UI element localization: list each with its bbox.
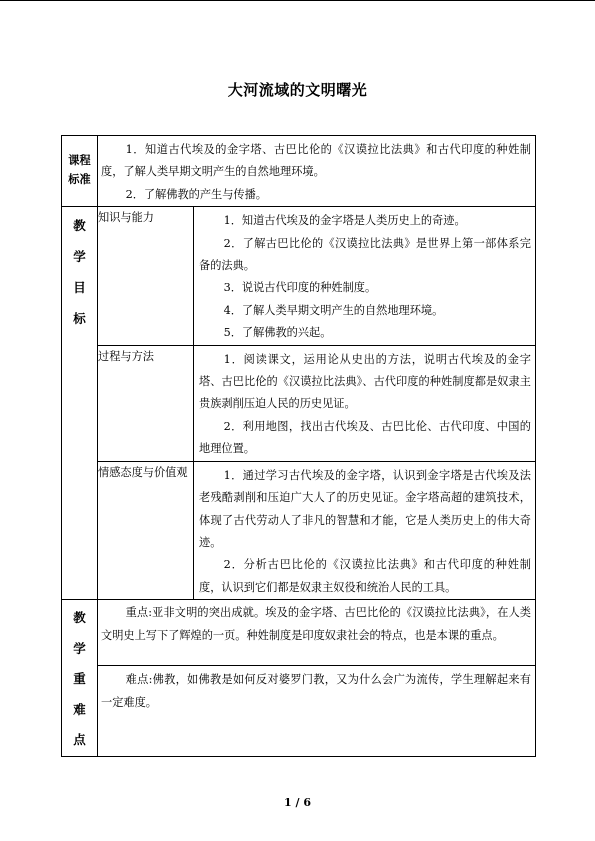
difficulty-content xyxy=(98,666,536,756)
difficulty-text: 难点:佛教，如佛教是如何反对婆罗门教，又为什么会广为流传，学生理解起来有一定难度。 xyxy=(101,673,531,709)
objective-item: 2．利用地图，找出古代埃及、古巴比伦、古代印度、中国的地理位置。 xyxy=(199,419,531,456)
curriculum-row xyxy=(62,136,536,207)
objective-item: 5．了解佛教的兴起。 xyxy=(223,326,332,340)
curriculum-item: 1．知道古代埃及的金字塔、古巴比伦的《汉谟拉比法典》和古代印度的种姓制度，了解人类早期文明产生的自然地理环境。 xyxy=(101,143,531,179)
key-point-row xyxy=(62,600,536,666)
difficulty-row xyxy=(62,666,536,756)
objective-item: 2．分析古巴比伦的《汉谟拉比法典》和古代印度的种姓制度，认识到它们都是奴隶主奴役和统治人民的工具。 xyxy=(199,558,531,594)
objective-section-name: 过程与方法 xyxy=(98,345,194,461)
curriculum-item: 2．了解佛教的产生与传播。 xyxy=(125,187,267,201)
objective-row-attitude xyxy=(62,461,536,599)
objective-row-knowledge xyxy=(62,207,536,345)
objective-section-content xyxy=(194,207,536,345)
document-title: 大河流域的文明曙光 xyxy=(227,81,368,99)
objective-item: 1．通过学习古代埃及的金字塔，认识到金字塔是古代埃及法老残酷剥削和压迫广大人了的历史见证。金字塔高超的建筑技术，体现了古代劳动人了非凡的智慧和才能，它是人类历史上的伟大奇迹。 xyxy=(199,468,531,549)
page-number: 1 / 6 xyxy=(284,796,311,809)
key-point-content xyxy=(98,600,536,666)
header-rule xyxy=(0,0,595,1)
objective-item: 2．了解古巴比伦的《汉谟拉比法典》是世界上第一部体系完备的法典。 xyxy=(199,236,531,273)
objective-section-content xyxy=(194,461,536,599)
objective-item: 3．说说古代印度的种姓制度。 xyxy=(223,281,377,295)
objective-item: 1．知道古代埃及的金字塔是人类历史上的奇迹。 xyxy=(223,214,466,228)
objective-item: 1．阅读课文，运用论从史出的方法，说明古代埃及的金字塔、古巴比伦的《汉谟拉比法典》、古代印度的种姓制度都是奴隶主贵族剥削压迫人民的历史见证。 xyxy=(199,352,531,411)
curriculum-content xyxy=(98,136,536,207)
objective-section-content xyxy=(194,345,536,461)
objective-item: 4．了解人类早期文明产生的自然地理环境。 xyxy=(223,303,444,317)
curriculum-label: 课程 标准 xyxy=(62,136,98,207)
objectives-label: 教 学 目 标 xyxy=(62,207,98,600)
lesson-plan-table xyxy=(61,135,536,757)
objective-section-name: 知识与能力 xyxy=(98,207,194,345)
key-points-label: 教 学 重 难 点 xyxy=(62,600,98,757)
key-point-text: 重点:亚非文明的突出成就。埃及的金字塔、古巴比伦的《汉谟拉比法典》，在人类文明史上写下了辉煌的一页。种姓制度是印度奴隶社会的特点，也是本课的重点。 xyxy=(101,606,531,642)
objective-section-name: 情感态度与价值观 xyxy=(98,461,194,599)
objective-row-process xyxy=(62,345,536,461)
